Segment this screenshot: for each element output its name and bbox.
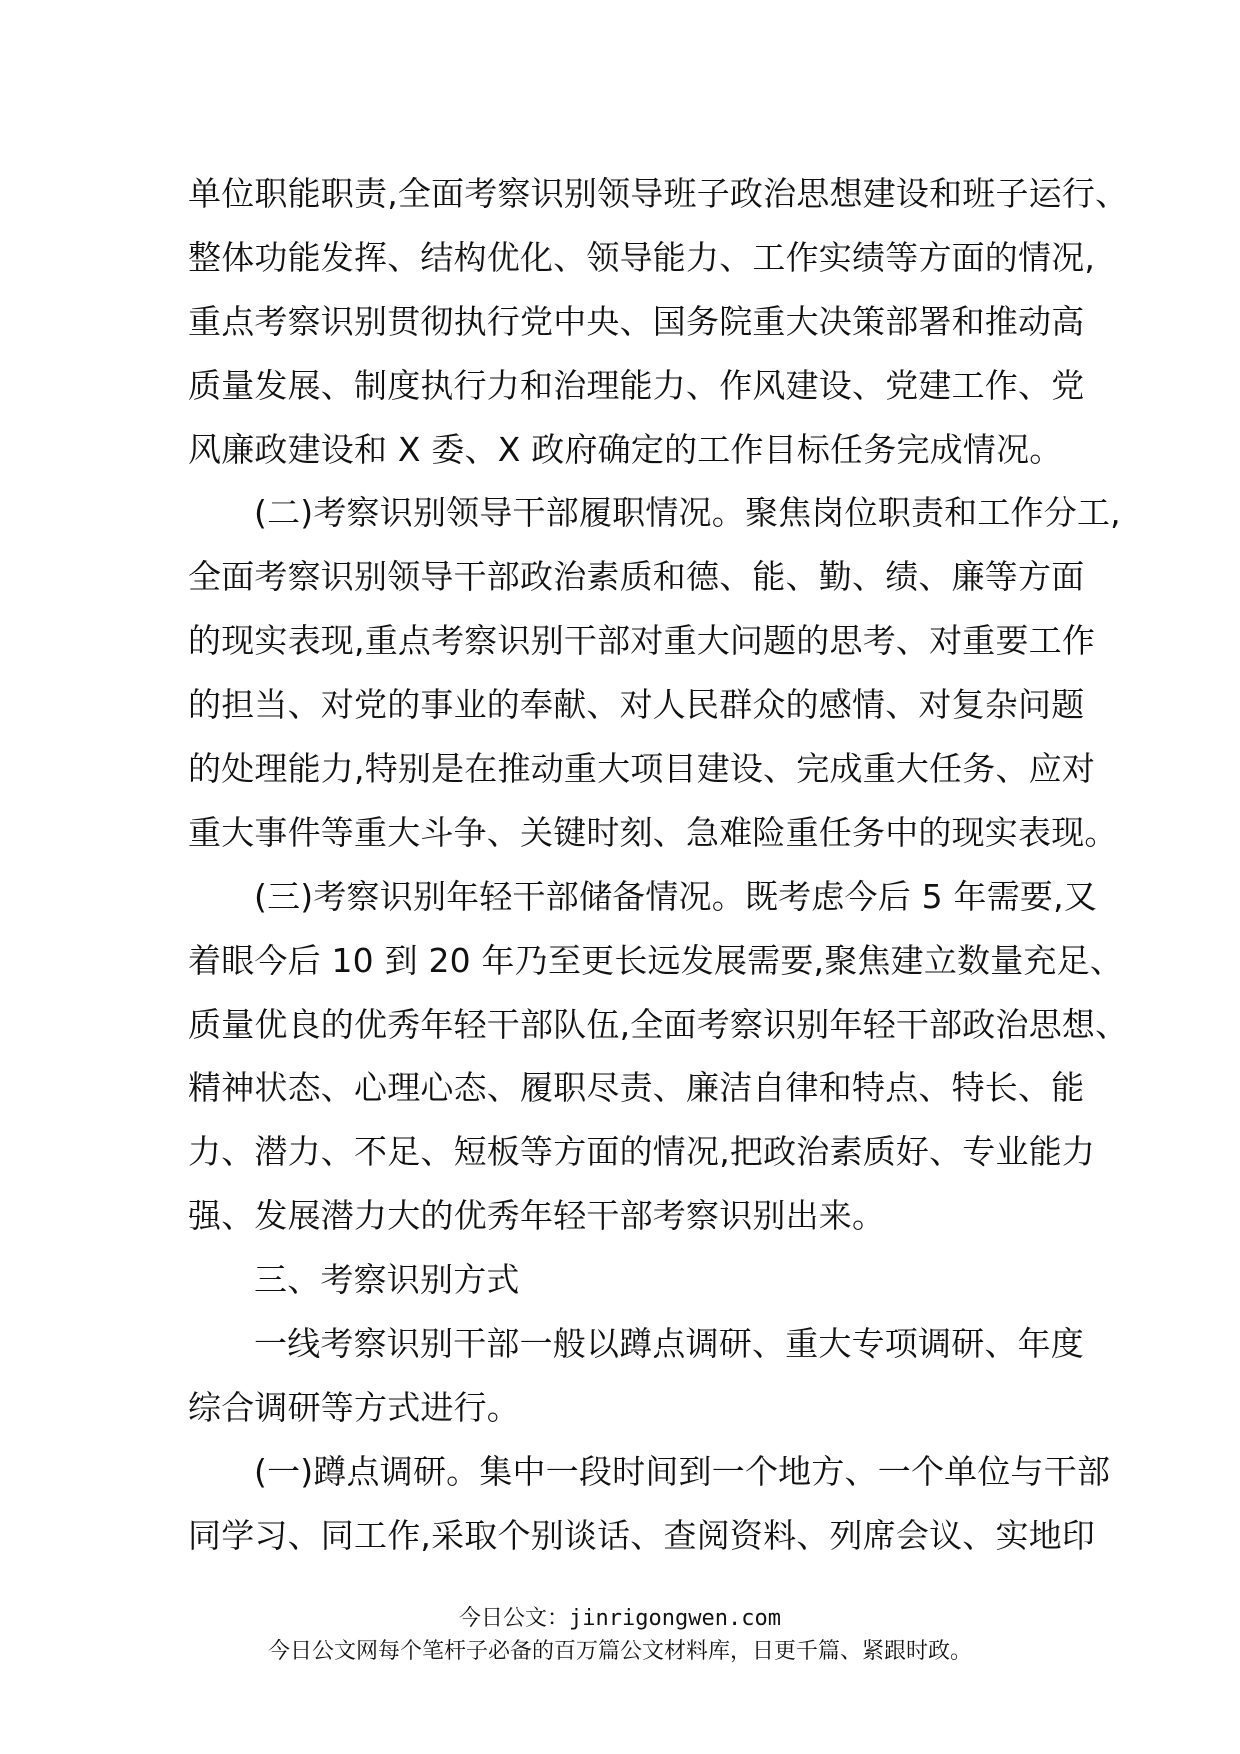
text-line: 全面考察识别领导干部政治素质和德、能、勤、绩、廉等方面 <box>188 557 1085 597</box>
text-line: 的担当、对党的事业的奉献、对人民群众的感情、对复杂问题 <box>188 685 1085 725</box>
text-line: 整体功能发挥、结构优化、领导能力、工作实绩等方面的情况, <box>188 237 1096 277</box>
text-line: 风廉政建设和 X 委、X 政府确定的工作目标任务完成情况。 <box>188 429 1063 469</box>
text-line: (二)考察识别领导干部履职情况。聚焦岗位职责和工作分工, <box>254 493 1121 533</box>
text-line: 重大事件等重大斗争、关键时刻、急难险重任务中的现实表现。 <box>188 812 1118 852</box>
document-body <box>188 162 1129 1568</box>
text-line: 同学习、同工作,采取个别谈话、查阅资料、列席会议、实地印 <box>188 1515 1096 1555</box>
footer-website: 今日公文：jinrigongwen.com <box>459 1606 781 1631</box>
text-line: 着眼今后 10 到 20 年乃至更长远发展需要,聚焦建立数量充足、 <box>188 940 1124 980</box>
text-line: 的现实表现,重点考察识别干部对重大问题的思考、对重要工作 <box>188 621 1096 661</box>
footer-slogan: 今日公文网每个笔杆子必备的百万篇公文材料库，日更千篇、紧跟时政。 <box>267 1639 972 1664</box>
text-line: 精神状态、心理心态、履职尽责、廉洁自律和特点、特长、能 <box>188 1068 1085 1108</box>
text-line: 质量发展、制度执行力和治理能力、作风建设、党建工作、党 <box>188 365 1085 405</box>
text-line: 三、考察识别方式 <box>254 1260 520 1300</box>
text-line: 重点考察识别贯彻执行党中央、国务院重大决策部署和推动高 <box>188 301 1085 341</box>
text-line: 综合调研等方式进行。 <box>188 1387 520 1427</box>
text-line: 单位职能职责,全面考察识别领导班子政治思想建设和班子运行、 <box>188 174 1129 213</box>
text-line: 的处理能力,特别是在推动重大项目建设、完成重大任务、应对 <box>188 749 1096 789</box>
text-line: 一线考察识别干部一般以蹲点调研、重大专项调研、年度 <box>254 1324 1084 1364</box>
text-line: (一)蹲点调研。集中一段时间到一个地方、一个单位与干部 <box>254 1451 1111 1491</box>
text-line: 力、潜力、不足、短板等方面的情况,把政治素质好、专业能力 <box>188 1132 1096 1172</box>
text-line: 强、发展潜力大的优秀年轻干部考察识别出来。 <box>188 1196 886 1236</box>
text-line: (三)考察识别年轻干部储备情况。既考虑今后 5 年需要,又 <box>254 876 1098 916</box>
text-line: 质量优良的优秀年轻干部队伍,全面考察识别年轻干部政治思想、 <box>188 1004 1129 1044</box>
